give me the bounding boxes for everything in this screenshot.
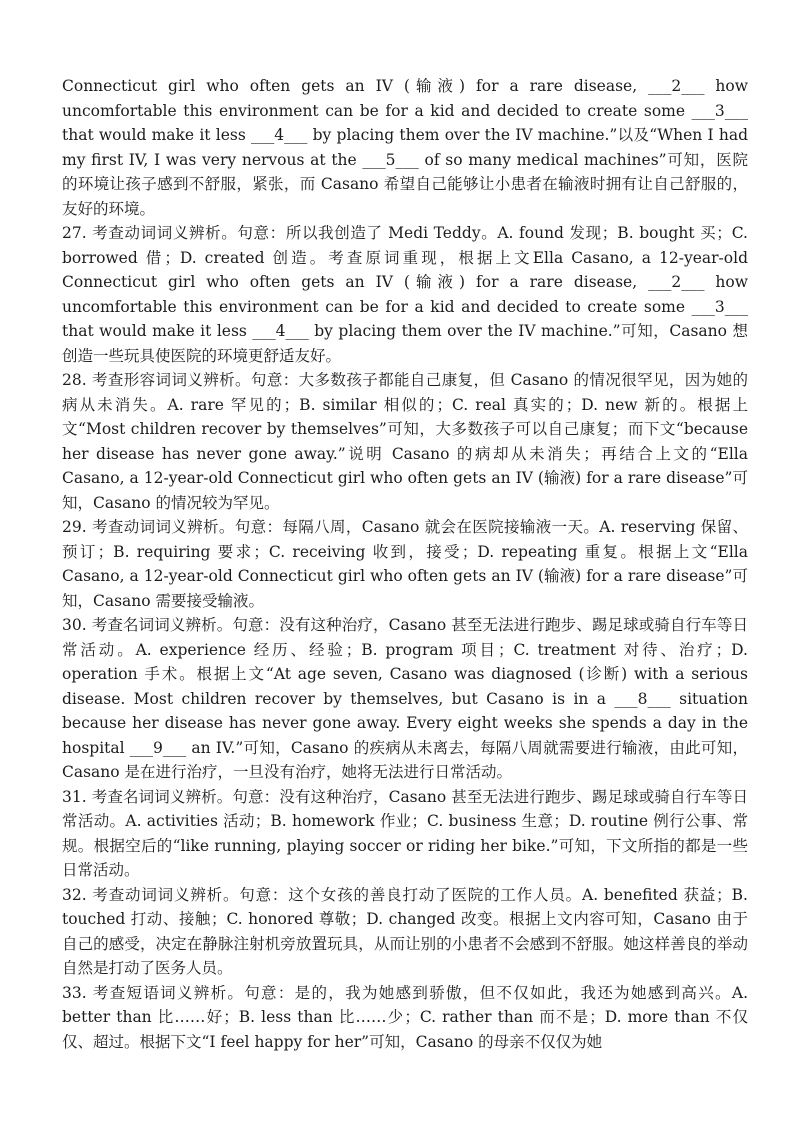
paragraph-item-30: 30. 考查名词词义辨析。句意：没有这种治疗，Casano 甚至无法进行跑步、踢足球或骑自行车等日常活动。A. experience 经历、经验；B. program 项目；C. treatment 对待、治疗；D. operation 手术。根据上文“At age seven, Casano was diagnosed (诊断) with a serious disease. Most children recover by themselves, but Casano is in a ___8___ situation because her disease has never gone away. Every eight weeks she spends a day in the hospital ___9___ an IV.”可知，Casano 的疾病从未离去，每隔八周就需要进行输液，由此可知，Casano 是在进行治疗，一旦没有治疗，她将无法进行日常活动。 (62, 616, 748, 781)
paragraph-item-32: 32. 考查动词词义辨析。句意：这个女孩的善良打动了医院的工作人员。A. benefited 获益；B. touched 打动、接触；C. honored 尊敬；D. changed 改变。根据上文内容可知，Casano 由于自己的感受，决定在静脉注射机旁放置玩具，从而让别的小患者不会感到不舒服。她这样善良的举动自然是打动了医务人员。 (62, 885, 748, 977)
paragraph-item-27: 27. 考查动词词义辨析。句意：所以我创造了 Medi Teddy。A. found 发现；B. bought 买；C. borrowed 借；D. created 创造。考查原词重现，根据上文Ella Casano, a 12-year-old Connecticut girl who often gets an IV (输液) for a rare disease, ___2___ how uncomfortable this environment can be for a kid and decided to create some ___3___ that would make it less ___4___ by placing them over the IV machine.”可知，Casano 想创造一些玩具使医院的环境更舒适友好。 (62, 224, 748, 365)
paragraph-item-33: 33. 考查短语词义辨析。句意：是的，我为她感到骄傲，但不仅如此，我还为她感到高兴。A. better than 比……好；B. less than 比……少；C. rather than 而不是；D. more than 不仅仅、超过。根据下文“I feel happy for her”可知，Casano 的母亲不仅仅为她 (62, 983, 748, 1051)
paragraph-item-31: 31. 考查名词词义辨析。句意：没有这种治疗，Casano 甚至无法进行跑步、踢足球或骑自行车等日常活动。A. activities 活动；B. homework 作业；C. business 生意；D. routine 例行公事、常规。根据空后的“like running, playing soccer or riding her bike.”可知，下文所指的都是一些日常活动。 (62, 787, 748, 879)
paragraph-item-29: 29. 考查动词词义辨析。句意：每隔八周，Casano 就会在医院接输液一天。A. reserving 保留、预订；B. requiring 要求；C. receiving 收到，接受；D. repeating 重复。根据上文“Ella Casano, a 12-year-old Connecticut girl who often gets an IV (输液) for a rare disease”可知，Casano 需要接受输液。 (62, 518, 748, 610)
paragraph-continuation: Connecticut girl who often gets an IV (输液) for a rare disease, ___2___ how uncomfortable this environment can be for a kid and decided to create some ___3___ that would make it less ___4___ by placing them over the IV machine.”以及“When I had my first IV, I was very nervous at the ___5___ of so many medical machines”可知，医院的环境让孩子感到不舒服，紧张，而 Casano 希望自己能够让小患者在输液时拥有让自己舒服的，友好的环境。 (62, 77, 748, 218)
paragraph-item-28: 28. 考查形容词词义辨析。句意：大多数孩子都能自己康复，但 Casano 的情况很罕见，因为她的病从未消失。A. rare 罕见的；B. similar 相似的；C. real 真实的；D. new 新的。根据上文“Most children recover by themselves”可知，大多数孩子可以自己康复；而下文“because her disease has never gone away.”说明 Casano 的病却从未消失；再结合上文的“Ella Casano, a 12-year-old Connecticut girl who often gets an IV (输液) for a rare disease”可知，Casano 的情况较为罕见。 (62, 371, 748, 512)
